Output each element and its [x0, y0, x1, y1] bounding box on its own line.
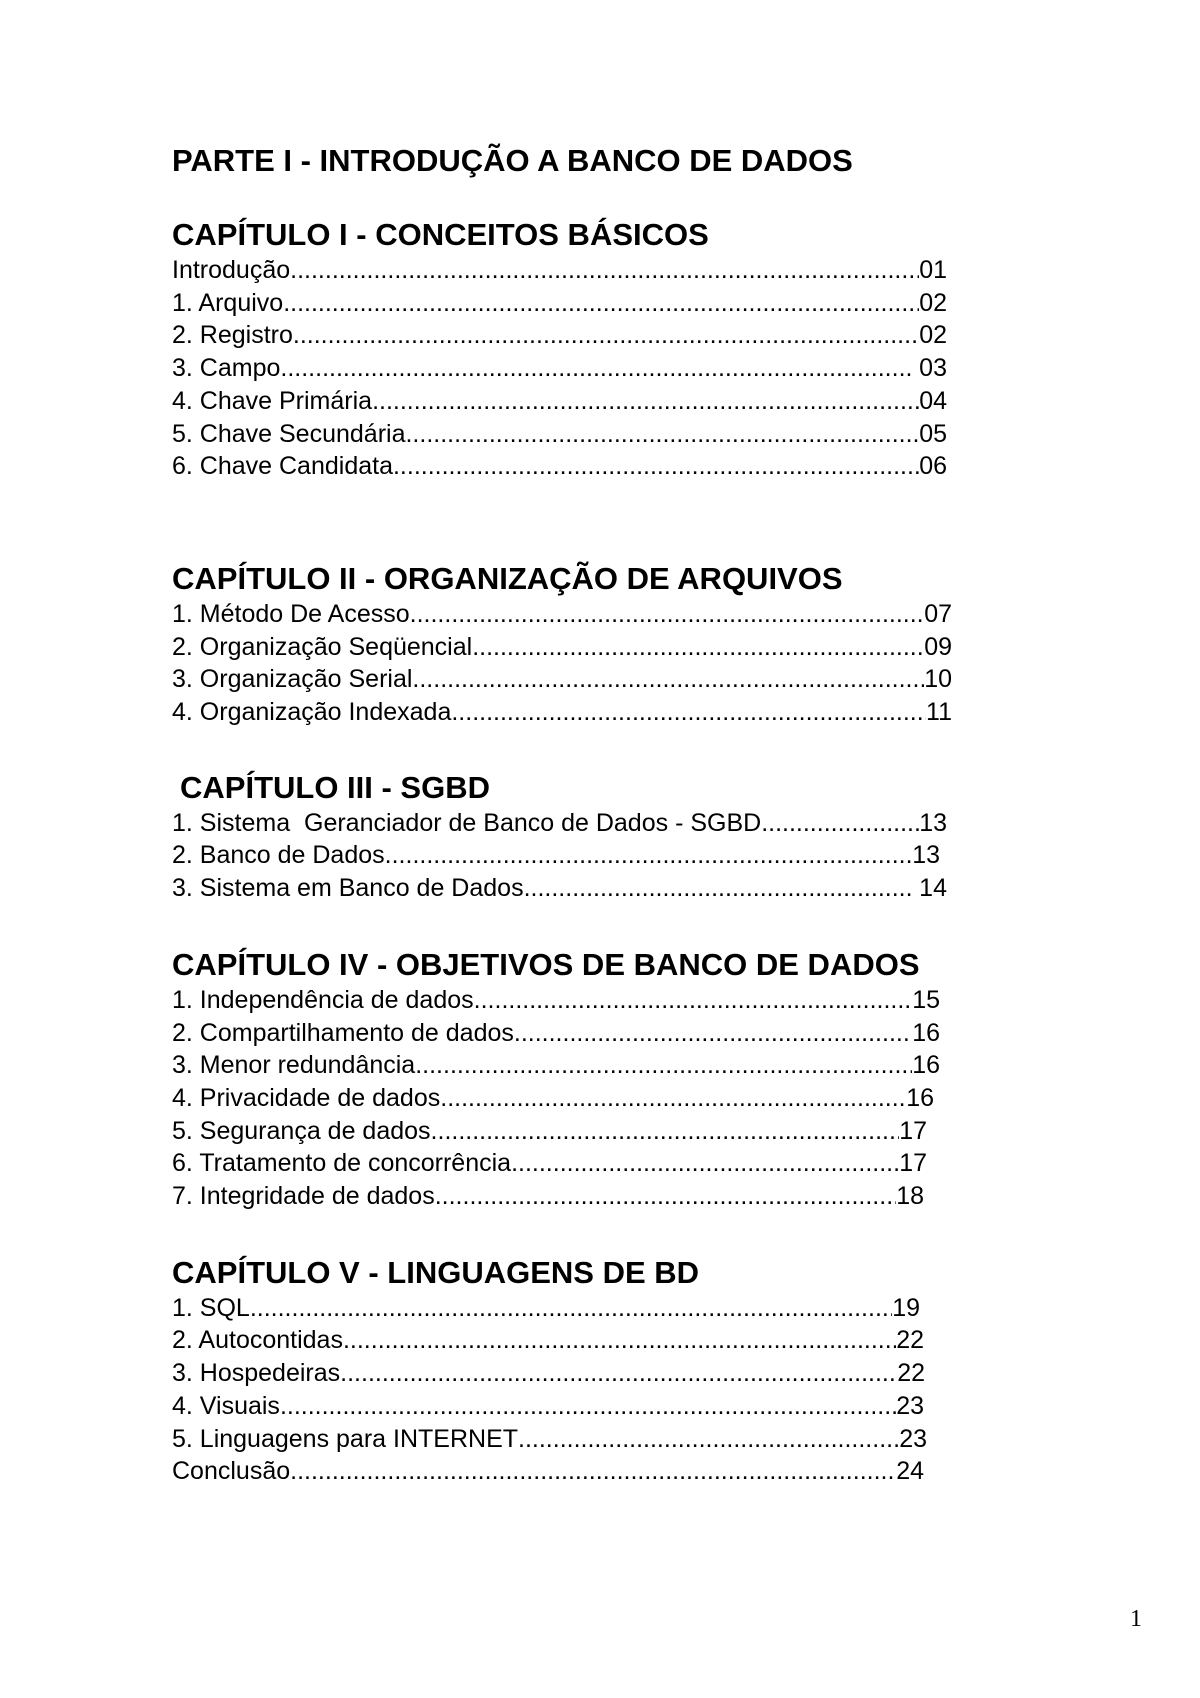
dot-leader: [451, 696, 926, 729]
toc-entry-label: 3. Organização Serial: [172, 665, 413, 694]
toc-entry-label: 5. Chave Secundária: [172, 419, 406, 448]
toc-entry-page: 06: [919, 452, 947, 481]
chapter-2: [172, 560, 972, 729]
chapter-entries: [172, 984, 972, 1213]
dot-leader: [280, 352, 912, 385]
dot-leader: [340, 1357, 897, 1390]
dot-leader: [280, 1390, 896, 1423]
toc-entry-page: 18: [896, 1182, 924, 1211]
chapter-entries: [172, 1292, 972, 1488]
toc-entry-label: 3. Sistema em Banco de Dados: [172, 874, 524, 903]
toc-entry-label: Conclusão: [172, 1457, 291, 1486]
toc-entry-page: 22: [896, 1326, 924, 1355]
toc-entry-label: 6. Chave Candidata: [172, 452, 393, 481]
dot-leader: [761, 807, 919, 840]
toc-entry-page: 13: [919, 808, 947, 837]
dot-leader: [412, 663, 924, 696]
dot-leader: [524, 872, 913, 905]
toc-entry: [172, 1357, 925, 1390]
toc-entry-label: 3. Campo: [172, 354, 281, 383]
toc-entry-page: 09: [924, 632, 952, 661]
toc-entry-page: 23: [896, 1391, 924, 1420]
dot-leader: [415, 1049, 912, 1082]
toc-entry-page: 10: [924, 665, 952, 694]
chapter-3: [172, 769, 972, 905]
toc-entry: [172, 1455, 924, 1488]
chapter-entries: [172, 254, 972, 483]
toc-entry-page: 01: [919, 256, 947, 284]
toc-entry-label: 4. Privacidade de dados: [172, 1083, 441, 1112]
toc-entry-label: 1. SQL: [172, 1293, 250, 1322]
toc-entry-label: 1. Sistema Geranciador de Banco de Dados - SGBD: [172, 808, 762, 837]
toc-entry: [172, 631, 952, 664]
toc-entry-page: 19: [892, 1293, 920, 1322]
toc-entry-label: 2. Autocontidas: [172, 1326, 343, 1355]
dot-leader: [372, 385, 919, 418]
dot-leader: [405, 418, 919, 451]
dot-leader: [511, 1147, 899, 1180]
toc-entry: [172, 254, 947, 287]
toc-entry-page: 13: [912, 841, 940, 870]
toc-entry: [172, 1423, 927, 1456]
toc-entry-page: 17: [899, 1149, 927, 1178]
chapter-4: [172, 946, 972, 1213]
part-title: PARTE I - INTRODUÇÃO A BANCO DE DADOS: [172, 143, 853, 178]
dot-leader: [250, 1292, 892, 1325]
toc-entry-page: 16: [906, 1083, 934, 1112]
toc-entry-page: 14: [912, 874, 947, 903]
toc-entry-page: 17: [899, 1116, 927, 1145]
toc-entry: [172, 352, 947, 385]
dot-leader: [385, 839, 913, 872]
toc-entry-label: 1. Independência de dados: [172, 985, 474, 1014]
toc-entry: [172, 1049, 940, 1082]
toc-entry: [172, 450, 947, 483]
dot-leader: [440, 1082, 906, 1115]
toc-entry: [172, 1292, 920, 1325]
toc-entry-page: 02: [919, 321, 947, 350]
toc-entry-label: 7. Integridade de dados: [172, 1182, 435, 1211]
toc-entry-label: Introdução: [172, 256, 291, 284]
toc-entry: [172, 1017, 940, 1050]
toc-entry-label: 2. Registro: [172, 321, 293, 350]
toc-entry: [172, 287, 947, 320]
dot-leader: [343, 1324, 896, 1357]
toc-entry: [172, 984, 940, 1017]
dot-leader: [435, 1180, 896, 1213]
toc-entry: [172, 1324, 924, 1357]
toc-entry: [172, 1180, 924, 1213]
chapter-title: CAPÍTULO I - CONCEITOS BÁSICOS: [172, 217, 709, 252]
toc-entry-label: 1. Método De Acesso: [172, 599, 410, 628]
dot-leader: [290, 1455, 896, 1488]
toc-entry-page: 15: [912, 985, 940, 1014]
dot-leader: [283, 287, 919, 320]
toc-entry-label: 4. Visuais: [172, 1391, 280, 1420]
toc-entry-page: 24: [896, 1457, 924, 1486]
dot-leader: [393, 450, 919, 483]
chapter-entries: [172, 598, 972, 729]
chapter-1: [172, 216, 972, 483]
toc-entry-label: 6. Tratamento de concorrência: [172, 1149, 512, 1178]
toc-entry: [172, 839, 940, 872]
dot-leader: [472, 631, 924, 664]
chapter-title: CAPÍTULO V - LINGUAGENS DE BD: [172, 1254, 700, 1290]
toc-entry: [172, 1147, 927, 1180]
chapter-title: CAPÍTULO IV - OBJETIVOS DE BANCO DE DADOS: [172, 946, 920, 982]
toc-entry-label: 4. Chave Primária: [172, 386, 373, 415]
dot-leader: [474, 984, 913, 1017]
toc-entry-label: 2. Compartilhamento de dados: [172, 1018, 514, 1047]
chapter-title: CAPÍTULO II - ORGANIZAÇÃO DE ARQUIVOS: [172, 560, 843, 596]
toc-entry-label: 2. Organização Seqüencial: [172, 632, 473, 661]
chapter-entries: [172, 807, 972, 905]
toc-entry-label: 3. Menor redundância: [172, 1051, 416, 1080]
toc-entry: [172, 807, 947, 840]
toc-entry: [172, 385, 947, 418]
dot-leader: [431, 1115, 900, 1148]
toc-entry-page: 11: [926, 698, 952, 727]
toc-entry: [172, 598, 952, 631]
toc-entry: [172, 872, 947, 905]
dot-leader: [410, 598, 925, 631]
toc-entry-label: 2. Banco de Dados: [172, 841, 385, 870]
toc-entry-page: 23: [899, 1424, 927, 1453]
chapter-title: CAPÍTULO III - SGBD: [180, 769, 490, 805]
toc-entry-page: 03: [912, 354, 947, 383]
toc-entry-page: 22: [897, 1359, 925, 1388]
toc-entry: [172, 663, 952, 696]
toc-entry-label: 5. Linguagens para INTERNET: [172, 1424, 519, 1453]
toc-entry-page: 02: [919, 288, 947, 317]
toc-entry-label: 3. Hospedeiras: [172, 1359, 341, 1388]
toc-entry: [172, 319, 947, 352]
dot-leader: [293, 319, 919, 352]
toc-entry-page: 07: [924, 599, 952, 628]
toc-entry-page: 04: [919, 386, 947, 415]
toc-entry: [172, 1082, 934, 1115]
toc-entry-label: 5. Segurança de dados: [172, 1116, 431, 1145]
toc-entry: [172, 1390, 924, 1423]
toc-entry-page: 16: [912, 1051, 940, 1080]
toc-entry: [172, 418, 947, 451]
toc-entry: [172, 1115, 927, 1148]
toc-entry-page: 05: [919, 419, 947, 448]
dot-leader: [514, 1017, 912, 1050]
chapter-5: [172, 1254, 972, 1488]
toc-entry-label: 1. Arquivo: [172, 288, 284, 317]
dot-leader: [518, 1423, 899, 1456]
toc-entry: [172, 696, 952, 729]
dot-leader: [290, 254, 919, 287]
toc-entry-label: 4. Organização Indexada: [172, 698, 452, 727]
toc-entry-page: 16: [912, 1018, 940, 1047]
page-number: 1: [1130, 1606, 1142, 1632]
table-of-contents: [172, 142, 972, 1488]
